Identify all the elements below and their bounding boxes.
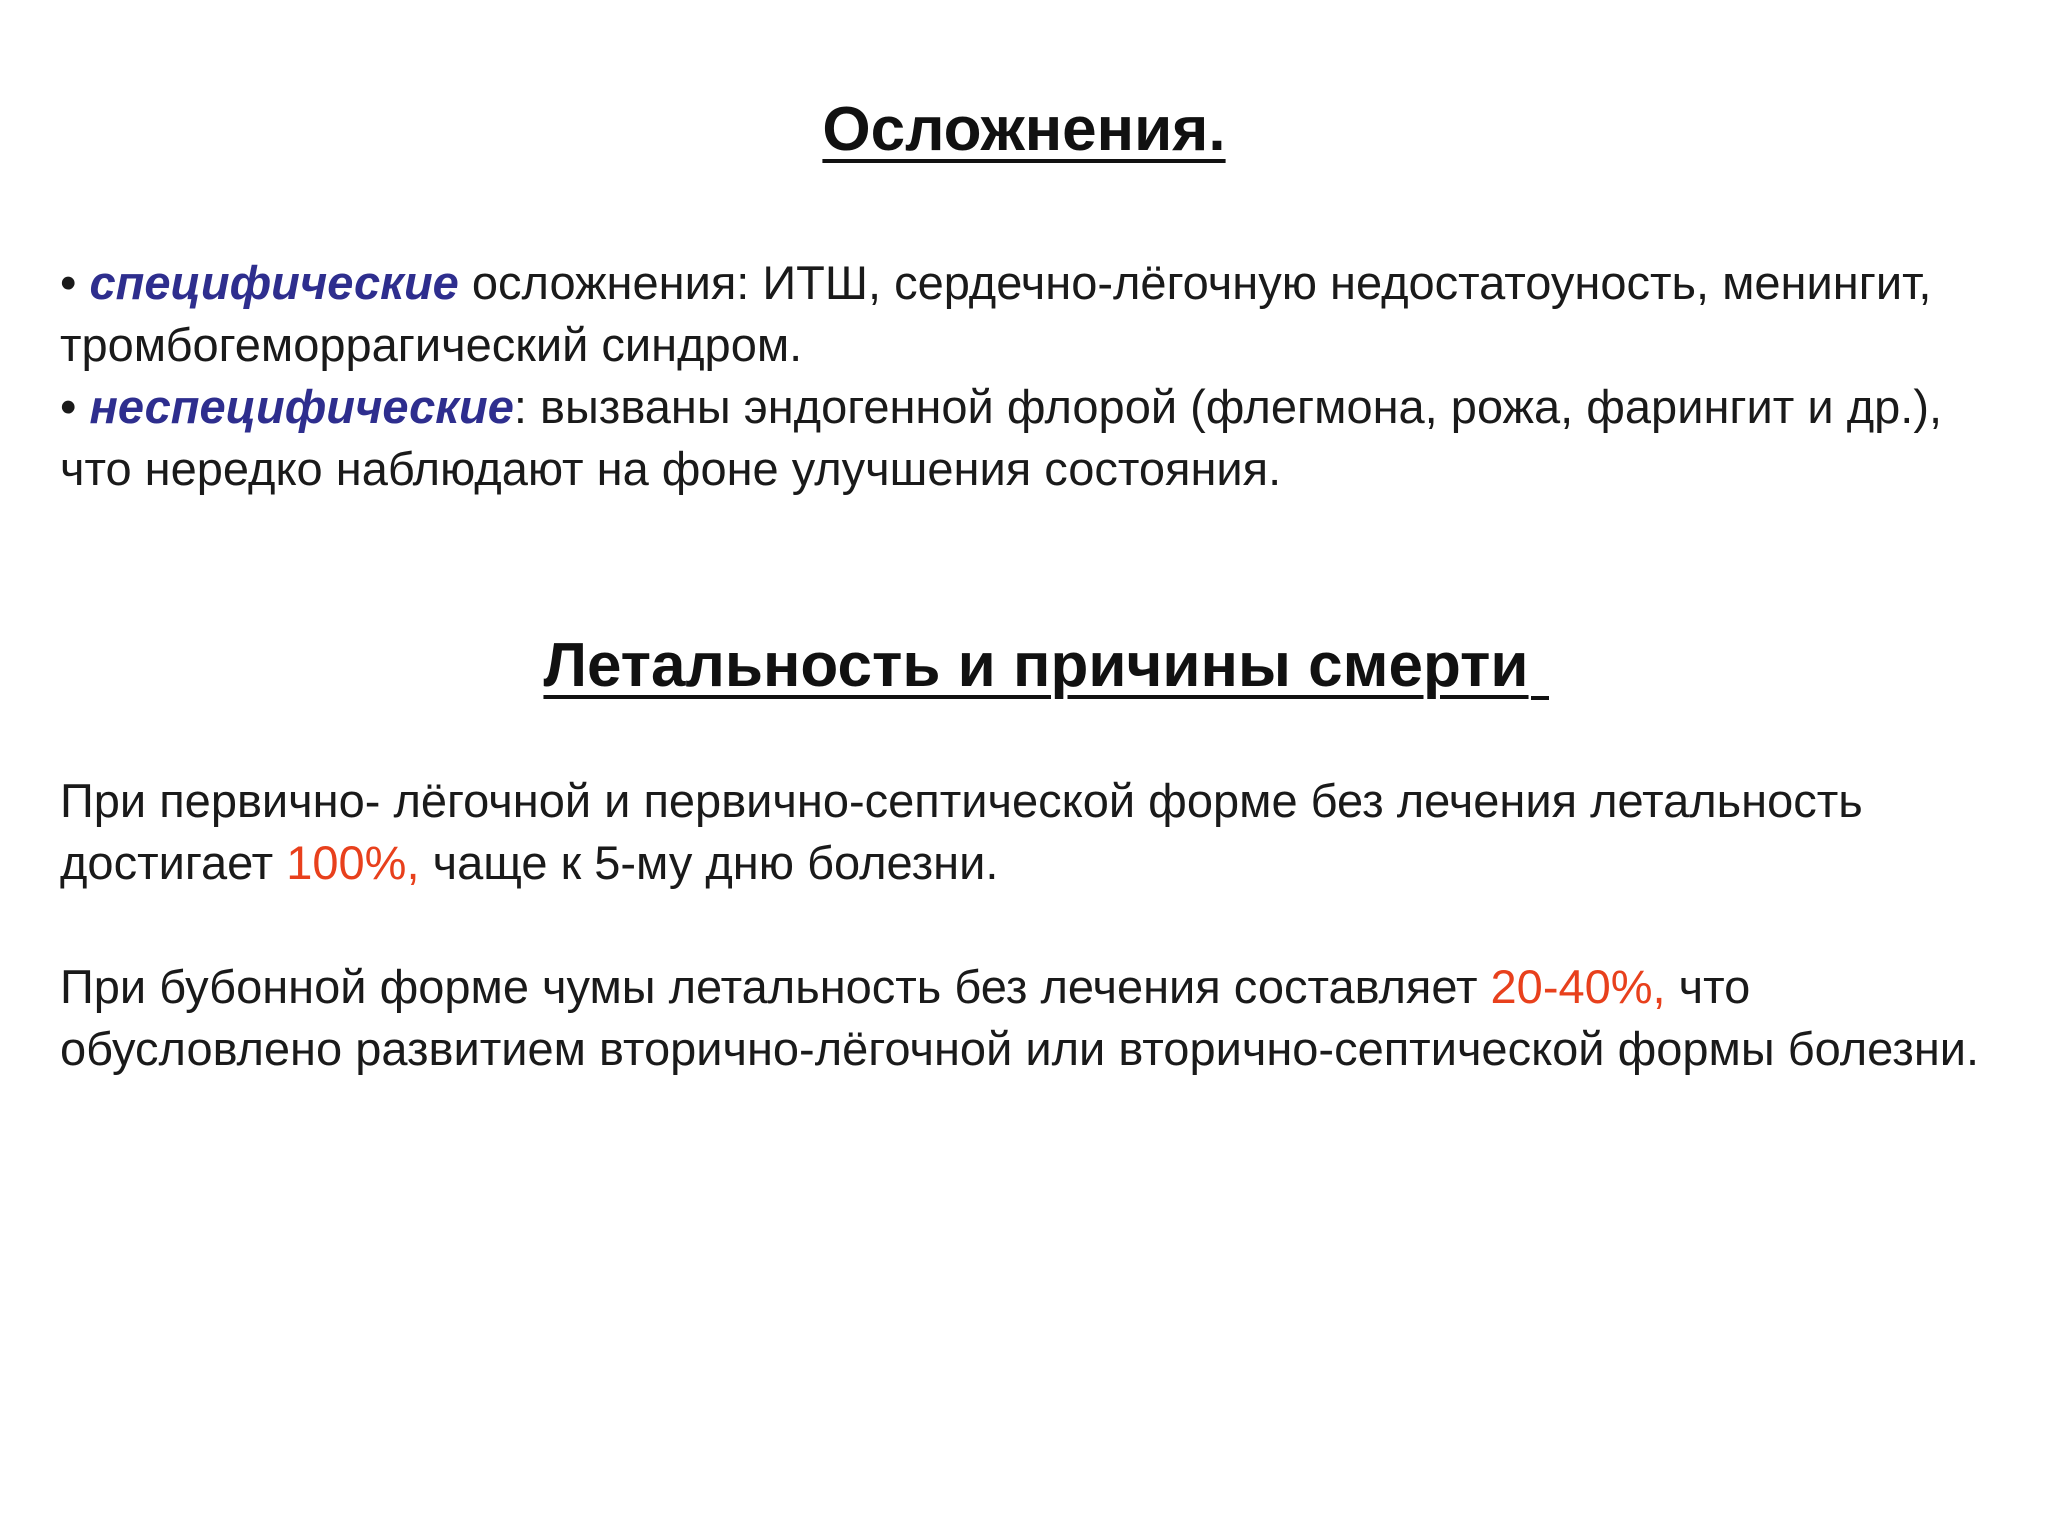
paragraph-before: При первично- лёгочной и первично-септической форме без лечения летальность достигает <box>60 774 1863 889</box>
complications-list <box>60 252 2000 500</box>
bullet: • <box>60 380 77 433</box>
complications-title: Осложнения. <box>822 95 1226 164</box>
term-specific: специфические <box>89 256 459 309</box>
term-nonspecific: неспецифические <box>89 380 514 433</box>
paragraph-after: чаще к 5-му дню болезни. <box>419 836 999 889</box>
lethality-rate-bubonic: 20-40%, <box>1490 960 1666 1013</box>
list-item <box>60 252 2000 376</box>
list-item-text: осложнения: ИТШ, сердечно-лёгочную недостатоуность, менингит, тромбогеморрагический синдром. <box>60 256 1932 371</box>
list-item <box>60 376 2000 500</box>
lethality-heading <box>0 630 2048 702</box>
list-item-text: : вызваны эндогенной флорой (флегмона, рожа, фарингит и др.), что нередко наблюдают на фоне улучшения состояния. <box>60 380 1943 495</box>
lethality-title: Летальность и причины смерти <box>543 631 1529 700</box>
paragraph-text <box>60 770 2000 894</box>
lethality-paragraph-primary <box>60 770 2000 894</box>
complications-heading <box>0 94 2048 166</box>
paragraph-after: что обусловлено развитием вторично-лёгочной или вторично-септической формы болезни. <box>60 960 1980 1075</box>
bullet: • <box>60 256 77 309</box>
underline-trail <box>1531 696 1549 700</box>
paragraph-text <box>60 956 2000 1080</box>
lethality-rate-primary: 100%, <box>286 836 420 889</box>
paragraph-before: При бубонной форме чумы летальность без лечения составляет <box>60 960 1491 1013</box>
lethality-paragraph-bubonic <box>60 956 2000 1080</box>
